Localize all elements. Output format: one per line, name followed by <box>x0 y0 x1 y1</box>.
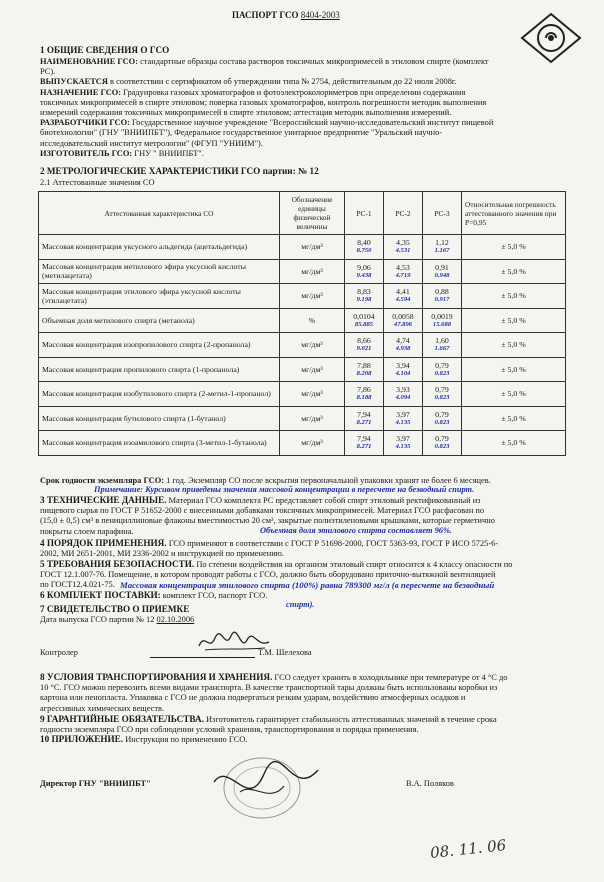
value-rs1: 0,0104 <box>353 311 375 321</box>
value-rs2: 4,41 <box>396 287 410 297</box>
value-rs2: 3,94 <box>396 360 410 370</box>
section-4 <box>40 538 570 559</box>
ethanol-mass-note-1: Массовая концентрация этилового спирта (100%) равна 789300 мг/л <box>120 580 390 590</box>
cell-unit: мг/дм³ <box>280 406 345 431</box>
value-rs1: 7,94 <box>357 409 371 419</box>
anhydrous-value-rs3: 0.823 <box>434 369 450 377</box>
section-1-text: ГНУ " ВНИИПБТ". <box>132 148 204 158</box>
value-rs1: 7,88 <box>357 360 371 370</box>
cell-characteristic: Массовая концентрация изоамилового спирта (3-метил-1-бутанола) <box>39 431 280 456</box>
anhydrous-value-rs1: 8.750 <box>356 247 372 255</box>
cell-rs3 <box>423 235 462 260</box>
anhydrous-value-rs3: 0.917 <box>434 296 450 304</box>
table-row <box>39 431 566 456</box>
section-1-label: РАЗРАБОТЧИКИ ГСО: <box>40 118 130 128</box>
cell-unit: мг/дм³ <box>280 431 345 456</box>
section-8-line-3: картона или пенопласта. Упаковка с ГСО не должна подвергаться резким ударам, воздействию атмосферных осадков и <box>40 693 466 703</box>
value-rs3: 1,60 <box>435 336 449 346</box>
cell-rs3 <box>423 406 462 431</box>
table-row <box>39 308 566 333</box>
section-1-line <box>40 77 570 87</box>
value-rs2: 4,35 <box>396 238 410 248</box>
section-1-label: НАИМЕНОВАНИЕ ГСО: <box>40 57 138 66</box>
cell-rs2 <box>384 357 423 382</box>
section-1-text: Градуировка газовых хроматографов и фотоэлектроколориметров при определении содержания <box>121 87 466 97</box>
section-1-line <box>40 149 570 159</box>
section-10-label: 10 ПРИЛОЖЕНИЕ. <box>40 734 124 744</box>
value-rs3: 0,0019 <box>431 311 453 321</box>
controller-name: Т.М. Шелехова <box>258 648 312 657</box>
section-1-line <box>40 139 570 149</box>
release-date <box>40 615 194 625</box>
section-1-body <box>40 57 570 159</box>
anhydrous-value-rs1: 9.021 <box>356 345 372 353</box>
cell-characteristic: Массовая концентрация пропилового спирта (1-пропанола) <box>39 357 280 382</box>
section-1-text: Государственное научное учреждение "Всероссийский научно-исследовательский институт пищевой <box>129 118 494 128</box>
cell-error: ± 5,0 % <box>462 259 566 284</box>
cell-unit: % <box>280 308 345 333</box>
cell-rs3 <box>423 259 462 284</box>
anhydrous-value-rs1: 8.188 <box>356 394 372 402</box>
cell-rs2 <box>384 308 423 333</box>
cell-rs2 <box>384 284 423 309</box>
section-1-line <box>40 67 570 77</box>
table-row <box>39 357 566 382</box>
section-7-heading: 7 СВИДЕТЕЛЬСТВО О ПРИЕМКЕ <box>40 604 190 614</box>
signature-underline <box>150 657 255 658</box>
cell-rs3 <box>423 382 462 407</box>
passport-title-prefix: ПАСПОРТ ГСО <box>232 10 299 20</box>
col-rs2: РС-2 <box>384 192 423 235</box>
passport-number: 8404-2003 <box>300 10 340 20</box>
ethanol-volume-note: Объемная доля этилового спирта составляет 96%. <box>260 526 453 535</box>
director-name: В.А. Поляков <box>406 779 454 788</box>
shelf-life-label: Срок годности экземпляра ГСО: <box>40 476 165 485</box>
col-rs3: РС-3 <box>423 192 462 235</box>
section-6-text: комплект ГСО, паспорт ГСО. <box>160 591 268 600</box>
cell-error: ± 5,0 % <box>462 333 566 358</box>
section-5-line-3: по ГОСТ12.4.021-75. <box>40 580 115 590</box>
cell-unit: мг/дм³ <box>280 382 345 407</box>
value-rs1: 9,06 <box>357 262 371 272</box>
anhydrous-value-rs1: 8.271 <box>356 443 372 451</box>
cell-unit: мг/дм³ <box>280 357 345 382</box>
section-1-label: НАЗНАЧЕНИЕ ГСО: <box>40 87 122 97</box>
cell-characteristic: Массовая концентрация этилового эфира уксусной кислоты (этилацетата) <box>39 284 280 309</box>
value-rs3: 0,88 <box>435 287 449 297</box>
cell-characteristic: Массовая концентрация метилового эфира уксусной кислоты (метилацетата) <box>39 259 280 284</box>
section-1-label: ВЫПУСКАЕТСЯ <box>40 77 108 87</box>
cell-rs2 <box>384 406 423 431</box>
cell-unit: мг/дм³ <box>280 259 345 284</box>
section-2-heading: 2 МЕТРОЛОГИЧЕСКИЕ ХАРАКТЕРИСТИКИ ГСО партии: № 12 <box>40 166 319 176</box>
release-date-label: Дата выпуска ГСО партии № 12 <box>40 615 155 624</box>
cell-rs3 <box>423 284 462 309</box>
section-8 <box>40 672 570 714</box>
value-rs3: 0,79 <box>435 434 449 444</box>
section-5-line-2: ГОСТ 12.1.007-76. Помещение, в котором проводят работы с ГСО, должно быть оборудовано приточно-вытяжной вентиляцией <box>40 570 496 580</box>
attested-values-table <box>38 191 566 456</box>
shelf-life-text: 1 год. Экземпляр СО после вскрытия первоначальной упаковки хранят не более 6 месяцев. <box>164 476 491 485</box>
anhydrous-value-rs3: 0.948 <box>434 271 450 279</box>
cell-rs1 <box>345 333 384 358</box>
section-9 <box>40 714 570 735</box>
cell-rs2 <box>384 382 423 407</box>
anhydrous-value-rs2: 47.896 <box>393 320 413 328</box>
section-9-line-1: Изготовитель гарантирует стабильность аттестованных значений в течение срока <box>203 715 497 724</box>
cell-rs3 <box>423 357 462 382</box>
section-1-label: ИЗГОТОВИТЕЛЬ ГСО: <box>40 148 133 158</box>
section-1-text: РС). <box>40 67 56 77</box>
section-4-line-1: ГСО применяют в соответствии с ГОСТ Р 51698-2000, ГОСТ 5363-93, ГОСТ Р ИСО 5725-6- <box>166 539 499 548</box>
section-9-line-2: годности экземпляра ГСО при соблюдении условий хранения, транспортирования и порядка применения. <box>40 725 419 735</box>
cell-unit: мг/дм³ <box>280 235 345 260</box>
anhydrous-value-rs2: 4.938 <box>395 345 411 353</box>
section-4-label: 4 ПОРЯДОК ПРИМЕНЕНИЯ. <box>40 538 167 548</box>
anhydrous-value-rs2: 4.135 <box>395 443 411 451</box>
release-date-value: 02.10.2006 <box>156 615 195 624</box>
passport-title <box>232 10 340 20</box>
cell-error: ± 5,0 % <box>462 284 566 309</box>
section-9-label: 9 ГАРАНТИЙНЫЕ ОБЯЗАТЕЛЬСТВА. <box>40 714 204 724</box>
cell-error: ± 5,0 % <box>462 382 566 407</box>
value-rs1: 8,83 <box>357 287 371 297</box>
anhydrous-value-rs3: 0.823 <box>434 443 450 451</box>
value-rs3: 0,79 <box>435 409 449 419</box>
anhydrous-value-rs1: 85.885 <box>354 320 374 328</box>
anhydrous-value-rs3: 15.688 <box>432 320 452 328</box>
value-rs3: 0,79 <box>435 360 449 370</box>
anhydrous-value-rs3: 0.823 <box>434 394 450 402</box>
col-error: Относительная погрешность аттестованного значения при Р=0,95 <box>462 192 566 235</box>
anhydrous-value-rs2: 4.104 <box>395 369 411 377</box>
table-row <box>39 406 566 431</box>
section-2-subheading: 2.1 Аттестованные значения СО <box>40 178 155 187</box>
value-rs3: 1,12 <box>435 238 449 248</box>
cell-rs1 <box>345 382 384 407</box>
cell-rs2 <box>384 259 423 284</box>
value-rs2: 0,0058 <box>392 311 414 321</box>
cell-rs3 <box>423 333 462 358</box>
cell-rs1 <box>345 308 384 333</box>
section-4-line-2: 2002, МИ 2651-2001, МИ 2336-2002 и инструкцией по применению. <box>40 549 285 559</box>
col-characteristic: Аттестованная характеристика СО <box>39 192 280 235</box>
cell-unit: мг/дм³ <box>280 284 345 309</box>
section-1-line <box>40 128 570 138</box>
anhydrous-value-rs1: 8.271 <box>356 418 372 426</box>
section-1-line <box>40 88 570 98</box>
section-1-text: исследовательский институт метрологии" (ФГУП "УНИИМ"). <box>40 138 263 148</box>
section-1-text: в соответствии с сертификатом об утверждении типа № 2754, действительным до 22 июля 2008г. <box>107 77 457 87</box>
section-8-label: 8 УСЛОВИЯ ТРАНСПОРТИРОВАНИЯ И ХРАНЕНИЯ. <box>40 672 273 682</box>
note-italic-values: Примечание: Курсивом приведены значения массовой концентрации в пересчете на безводный спирт. <box>94 485 475 494</box>
section-3-line-3: (15,0 ± 0,5) см³ в пенициллиновые флаконы вместимостью 20 см³, закрытые полиэтиленовыми крышками, которые герметично <box>40 516 495 526</box>
cell-rs2 <box>384 431 423 456</box>
table-row <box>39 259 566 284</box>
anhydrous-value-rs2: 4.531 <box>395 247 411 255</box>
cell-rs2 <box>384 235 423 260</box>
anhydrous-value-rs2: 4.094 <box>395 394 411 402</box>
cell-characteristic: Массовая концентрация бутилового спирта (1-бутанол) <box>39 406 280 431</box>
section-1-text: измерений содержания токсичных микропримесей в спирте этиловом; аттестация методик выполнения измерений. <box>40 108 452 118</box>
value-rs3: 0,79 <box>435 385 449 395</box>
director-stamp-signature <box>200 752 330 822</box>
section-10 <box>40 734 247 745</box>
col-rs1: РС-1 <box>345 192 384 235</box>
value-rs2: 4,53 <box>396 262 410 272</box>
section-8-line-1: ГСО следует хранить в холодильнике при температуре от 4 °С до <box>272 673 508 682</box>
value-rs2: 4,74 <box>396 336 410 346</box>
cell-rs1 <box>345 406 384 431</box>
value-rs3: 0,91 <box>435 262 449 272</box>
cell-rs1 <box>345 235 384 260</box>
section-6-label: 6 КОМПЛЕКТ ПОСТАВКИ: <box>40 590 161 600</box>
anhydrous-value-rs3: 0.823 <box>434 418 450 426</box>
cell-characteristic: Массовая концентрация изобутилового спирта (2-метил-1-пропанол) <box>39 382 280 407</box>
table-header-row <box>39 192 566 235</box>
value-rs1: 7,94 <box>357 434 371 444</box>
cell-error: ± 5,0 % <box>462 357 566 382</box>
cell-characteristic: Массовая концентрация изопропилового спирта (2-пропанола) <box>39 333 280 358</box>
ethanol-mass-note <box>120 580 494 590</box>
value-rs2: 3,93 <box>396 385 410 395</box>
cell-rs2 <box>384 333 423 358</box>
section-6 <box>40 590 267 601</box>
section-1-heading: 1 ОБЩИЕ СВЕДЕНИЯ О ГСО <box>40 45 170 55</box>
section-1-line <box>40 118 570 128</box>
cell-error: ± 5,0 % <box>462 406 566 431</box>
anhydrous-value-rs2: 4.719 <box>395 271 411 279</box>
value-rs1: 8,40 <box>357 238 371 248</box>
section-3-line-2: пищевого сырья по ГОСТ Р 51652-2000 с внесенными добавками токсичных микропримесей. Материал ГСО расфасован по <box>40 506 485 516</box>
cell-characteristic: Объемная доля метилового спирта (метанола) <box>39 308 280 333</box>
cell-rs1 <box>345 284 384 309</box>
anhydrous-value-rs3: 1.667 <box>434 345 450 353</box>
cell-error: ± 5,0 % <box>462 431 566 456</box>
cell-characteristic: Массовая концентрация уксусного альдегида (ацетальдегида) <box>39 235 280 260</box>
anhydrous-value-rs2: 4.594 <box>395 296 411 304</box>
value-rs1: 7,86 <box>357 385 371 395</box>
section-1-text: биотехнологии" (ГНУ "ВНИИПБТ"), Федеральное государственное унитарное предприятие "Уральский научно- <box>40 128 443 138</box>
cell-rs1 <box>345 259 384 284</box>
section-3-line-1: Материал ГСО комплекта РС представляет собой спирт этиловый ректификованный из <box>166 496 481 505</box>
cell-rs3 <box>423 308 462 333</box>
section-3-line-4: покрыты слоем парафина. <box>40 526 134 536</box>
table-row <box>39 382 566 407</box>
table-row <box>39 235 566 260</box>
cell-rs3 <box>423 431 462 456</box>
table-row <box>39 333 566 358</box>
handwritten-date: 08. 11. 06 <box>429 836 508 862</box>
section-3-label: 3 ТЕХНИЧЕСКИЕ ДАННЫЕ. <box>40 495 167 505</box>
section-10-text: Инструкция по применению ГСО. <box>123 735 248 744</box>
section-1-text: токсичных микропримесей в спирте этиловом; поверка газовых хроматографов, контроль погрешности методик выполнения <box>40 97 487 107</box>
col-units: Обозначение единицы физической величины <box>280 192 345 235</box>
table-row <box>39 284 566 309</box>
section-1-line <box>40 108 570 118</box>
section-1-line <box>40 57 570 67</box>
cell-error: ± 5,0 % <box>462 235 566 260</box>
section-1-line <box>40 98 570 108</box>
anhydrous-value-rs1: 9.438 <box>356 271 372 279</box>
anhydrous-value-rs2: 4.135 <box>395 418 411 426</box>
section-1-text: стандартные образцы состава растворов токсичных микропримесей в этиловом спирте (комплект <box>137 57 489 66</box>
director-label: Директор ГНУ "ВНИИПБТ" <box>40 779 151 788</box>
section-8-line-4: агрессивных химических веществ. <box>40 703 165 713</box>
cell-error: ± 5,0 % <box>462 308 566 333</box>
section-5-line-1: По степени воздействия на организм этиловый спирт относится к 4 классу опасности по <box>194 560 513 569</box>
value-rs2: 3,97 <box>396 409 410 419</box>
anhydrous-value-rs3: 1.167 <box>434 247 450 255</box>
cell-rs1 <box>345 431 384 456</box>
ethanol-mass-note-3: спирт). <box>286 600 315 609</box>
value-rs1: 8,66 <box>357 336 371 346</box>
cell-rs1 <box>345 357 384 382</box>
value-rs2: 3,97 <box>396 434 410 444</box>
controller-label: Контролер <box>40 648 78 657</box>
cell-unit: мг/дм³ <box>280 333 345 358</box>
section-8-line-2: 10 °С. ГСО можно перевозить всеми видами транспорта. В качестве транспортной тары должны быть использованы коробки из <box>40 683 498 693</box>
ethanol-mass-note-2: (в пересчете на безводный <box>391 580 495 590</box>
anhydrous-value-rs1: 8.208 <box>356 369 372 377</box>
anhydrous-value-rs1: 9.198 <box>356 296 372 304</box>
section-5-label: 5 ТРЕБОВАНИЯ БЕЗОПАСНОСТИ. <box>40 559 195 569</box>
